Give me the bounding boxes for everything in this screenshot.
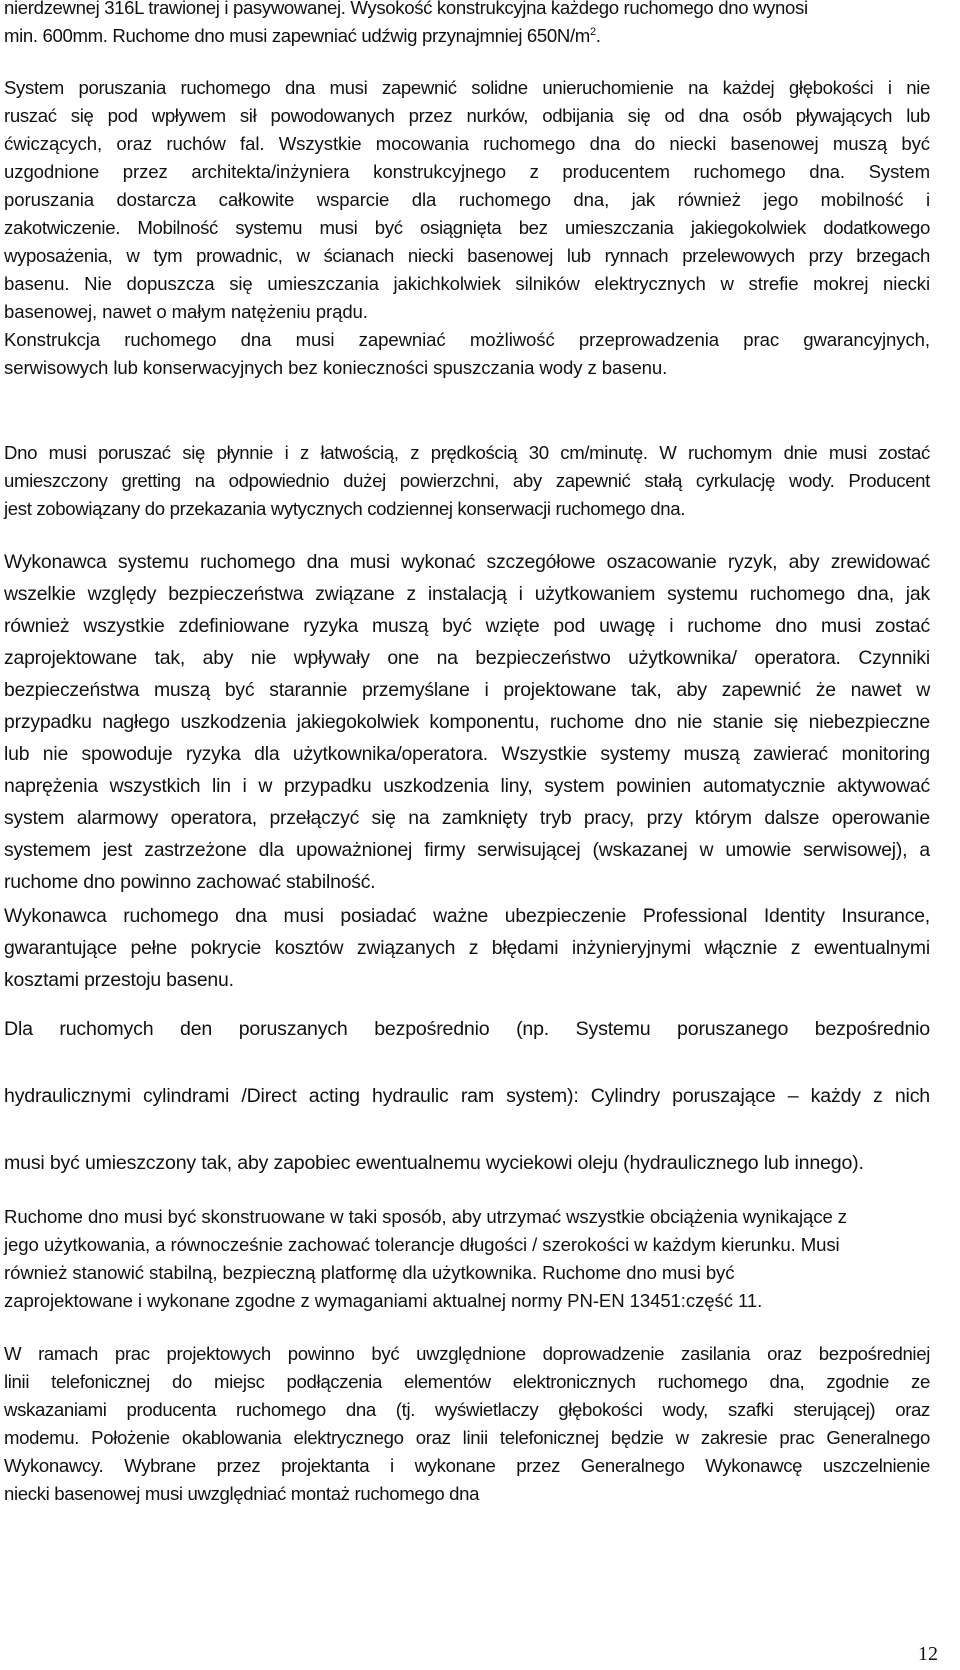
text-line: Dno musi poruszać się płynnie i z łatwością, z prędkością 30 cm/minutę. W ruchomym dnie musi zostać bbox=[4, 442, 930, 463]
text-line: wyposażenia, w tym prowadnic, w ścianach niecki basenowej lub rynnach przelewowych przy brzegach bbox=[4, 245, 930, 266]
text-line: Ruchome dno musi być skonstruowane w taki sposób, aby utrzymać wszystkie obciążenia wynikające z bbox=[4, 1206, 847, 1227]
text-line: wszelkie względy bezpieczeństwa związane z instalacją i użytkowaniem systemu ruchomego dna, jak bbox=[4, 583, 930, 605]
text-line: System poruszania ruchomego dna musi zapewnić solidne unieruchomienie na każdej głębokości i nie bbox=[4, 77, 930, 98]
text-line-hydraulic-2: hydraulicznymi cylindrami /Direct acting hydraulic ram system): Cylindry poruszające – każdy z nich bbox=[4, 1085, 930, 1107]
text-line: Wykonawca systemu ruchomego dna musi wykonać szczegółowe oszacowanie ryzyk, aby zrewidować bbox=[4, 551, 930, 573]
page-number: 12 bbox=[918, 1643, 938, 1665]
text-line: zaprojektowane i wykonane zgodne z wymaganiami aktualnej normy PN-EN 13451:część 11. bbox=[4, 1290, 763, 1311]
paragraph-continuation bbox=[4, 0, 930, 50]
text-line: gwarantujące pełne pokrycie kosztów związanych z błędami inżynieryjnymi włącznie z ewentualnymi bbox=[4, 937, 930, 959]
paragraph-insurance bbox=[4, 900, 930, 996]
text-line: W ramach prac projektowych powinno być uwzględnione doprowadzenie zasilania oraz bezpośredniej bbox=[4, 1343, 930, 1364]
text-line: Wykonawca ruchomego dna musi posiadać ważne ubezpieczenie Professional Identity Insurance, bbox=[4, 905, 930, 927]
text-line: zaprojektowane tak, aby nie wpływały one na bezpieczeństwo użytkownika/ operatora. Czynniki bbox=[4, 647, 930, 669]
text-line: niecki basenowej musi uwzględniać montaż ruchomego dna bbox=[4, 1483, 480, 1504]
text-line: zakotwiczenie. Mobilność systemu musi być osiągnięta bez umieszczania jakiegokolwiek dodatkowego bbox=[4, 217, 930, 238]
text-line: nierdzewnej 316L trawionej i pasywowanej. Wysokość konstrukcyjna każdego ruchomego dno wynosi bbox=[4, 0, 808, 18]
text-line: linii telefonicznej do miejsc podłączenia elementów elektronicznych ruchomego dna, zgodnie ze bbox=[4, 1371, 930, 1392]
text-line: ruszać się pod wpływem sił powodowanych przez nurków, odbijania się od dna osób pływających lub bbox=[4, 105, 930, 126]
text-line: jest zobowiązany do przekazania wytycznych codziennej konserwacji ruchomego dna. bbox=[4, 498, 686, 519]
paragraph-risk-assessment bbox=[4, 546, 930, 898]
text-line: również wszystkie zdefiniowane ryzyka muszą być wzięte pod uwagę i ruchome dno musi zostać bbox=[4, 615, 930, 637]
text-line: jego użytkowania, a równocześnie zachować tolerancje długości / szerokości w każdym kierunku. Musi bbox=[4, 1234, 840, 1255]
text-line: min. 600mm. Ruchome dno musi zapewniać udźwig przynajmniej $650N/m^2$. bbox=[4, 25, 601, 46]
text-line: basenu. Nie dopuszcza się umieszczania jakichkolwiek silników elektrycznych w strefie mokrej niecki bbox=[4, 273, 930, 294]
text-line: umieszczony gretting na odpowiednio dużej powierzchni, aby zapewnić stałą cyrkulację wody. Producent bbox=[4, 470, 930, 491]
text-line: przypadku nagłego uszkodzenia jakiegokolwiek komponentu, ruchome dno nie stanie się niebezpieczne bbox=[4, 711, 930, 733]
superscript: 2 bbox=[589, 25, 596, 38]
text-line: poruszania dostarcza całkowite wsparcie dla ruchomego dna, jak również jego mobilność i bbox=[4, 189, 930, 210]
text-line: wskazaniami producenta ruchomego dna (tj. wyświetlaczy głębokości wody, szafki sterującej) oraz bbox=[4, 1399, 930, 1420]
text-line: basenowej, nawet o małym natężeniu prądu. bbox=[4, 301, 368, 322]
paragraph-power-supply bbox=[4, 1340, 930, 1508]
text-line: kosztami przestoju basenu. bbox=[4, 969, 234, 991]
text-line: modemu. Położenie okablowania elektrycznego oraz linii telefonicznej będzie w zakresie prac Generalnego bbox=[4, 1427, 930, 1448]
paragraph-construction bbox=[4, 1203, 930, 1315]
text-line: ćwiczących, oraz ruchów fal. Wszystkie mocowania ruchomego dna do niecki basenowej muszą być bbox=[4, 133, 930, 154]
text-line: system alarmowy operatora, przełączyć się na zamknięty tryb pracy, przy którym dalsze operowanie bbox=[4, 807, 930, 829]
text-line: lub nie spowoduje ryzyka dla użytkownika/operatora. Wszystkie systemy muszą zawierać monitoring bbox=[4, 743, 930, 765]
text-line: serwisowych lub konserwacyjnych bez konieczności spuszczania wody z basenu. bbox=[4, 357, 668, 378]
text-line-hydraulic-1: Dla ruchomych den poruszanych bezpośrednio (np. Systemu poruszanego bezpośrednio bbox=[4, 1018, 930, 1040]
text-line: ruchome dno powinno zachować stabilność. bbox=[4, 871, 376, 893]
text-line: uzgodnione przez architekta/inżyniera konstrukcyjnego z producentem ruchomego dna. System bbox=[4, 161, 930, 182]
text-line-hydraulic-3: musi być umieszczony tak, aby zapobiec ewentualnemu wyciekowi oleju (hydraulicznego lub innego). bbox=[4, 1152, 864, 1174]
text-line: również stanowić stabilną, bezpieczną platformę dla użytkownika. Ruchome dno musi być bbox=[4, 1262, 735, 1283]
paragraph-system-movement bbox=[4, 74, 930, 382]
text-line: systemem jest zastrzeżone dla upoważnionej firmy serwisującej (wskazanej w umowie serwisowej), a bbox=[4, 839, 930, 861]
paragraph-speed bbox=[4, 439, 930, 523]
text-line: Wykonawcy. Wybrane przez projektanta i wykonane przez Generalnego Wykonawcę uszczelnienie bbox=[4, 1455, 930, 1476]
text-line: Konstrukcja ruchomego dna musi zapewniać możliwość przeprowadzenia prac gwarancyjnych, bbox=[4, 329, 930, 350]
text-line: naprężenia wszystkich lin i w przypadku uszkodzenia liny, system powinien automatycznie aktywować bbox=[4, 775, 930, 797]
text-line: bezpieczeństwa muszą być starannie przemyślane i projektowane tak, aby zapewnić że nawet w bbox=[4, 679, 930, 701]
